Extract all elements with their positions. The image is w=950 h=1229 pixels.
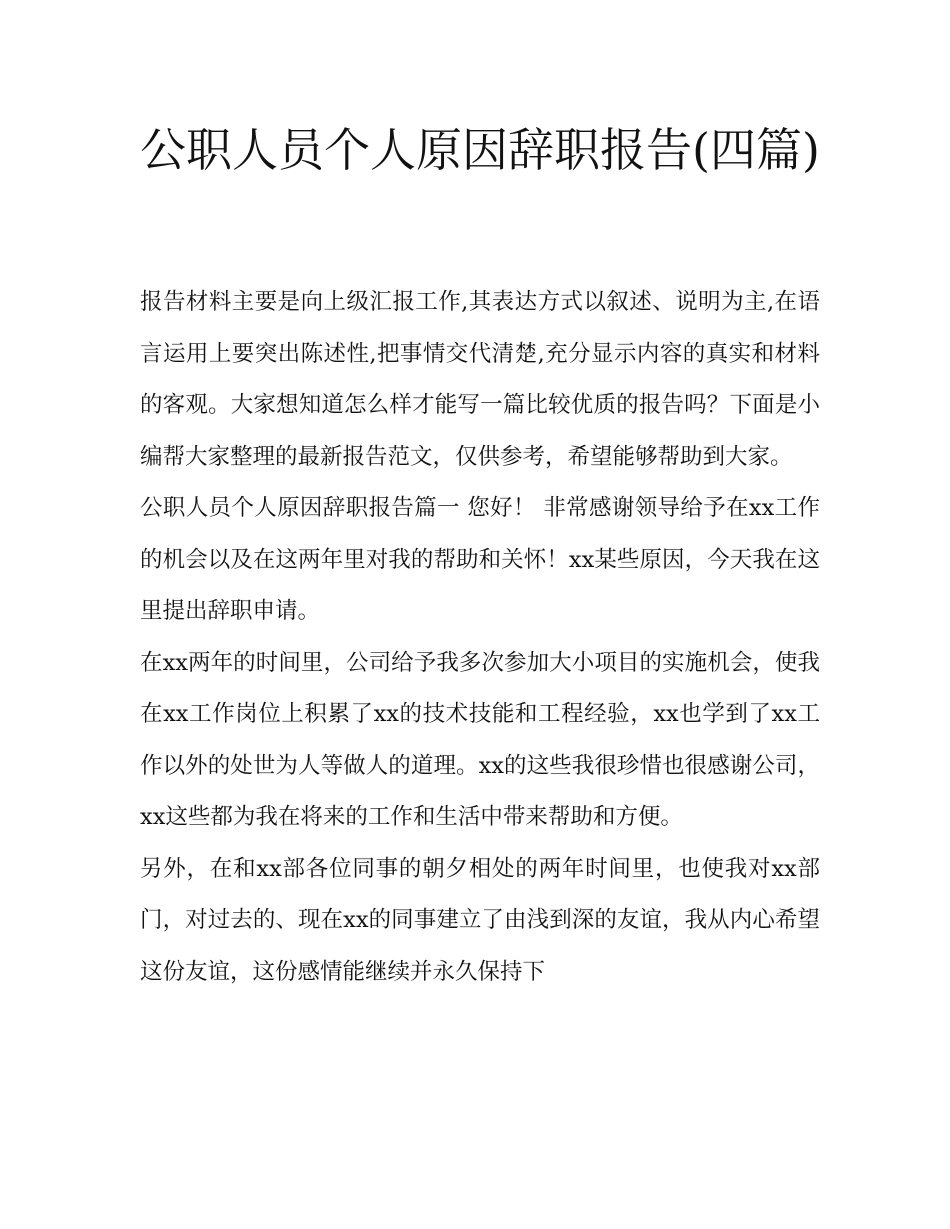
work-experience-paragraph: 在xx两年的时间里，公司给予我多次参加大小项目的实施机会，使我在xx工作岗位上积累了xx的技术技能和工程经验，xx也学到了xx工作以外的处世为人等做人的道理。xx的这些我很珍惜也很感谢公司，xx这些都为我在将来的工作和生活中带来帮助和方便。 <box>140 649 820 830</box>
colleagues-paragraph: 另外，在和xx部各位同事的朝夕相处的两年时间里，也使我对xx部门，对过去的、现在xx的同事建立了由浅到深的友谊，我从内心希望这份友谊，这份感情能继续并永久保持下 <box>140 855 820 985</box>
document-body <box>140 277 820 998</box>
section-one-paragraph: 公职人员个人原因辞职报告篇一 您好！ 非常感谢领导给予在xx工作的机会以及在这两年里对我的帮助和关怀！xx某些原因，今天我在这里提出辞职申请。 <box>140 495 820 624</box>
document-title: 公职人员个人原因辞职报告(四篇) <box>140 123 820 177</box>
intro-paragraph: 报告材料主要是向上级汇报工作,其表达方式以叙述、说明为主,在语言运用上要突出陈述性,把事情交代清楚,充分显示内容的真实和材料的客观。大家想知道怎么样才能写一篇比较优质的报告吗？下面是小编帮大家整理的最新报告范文，仅供参考，希望能够帮助到大家。 <box>140 289 820 470</box>
